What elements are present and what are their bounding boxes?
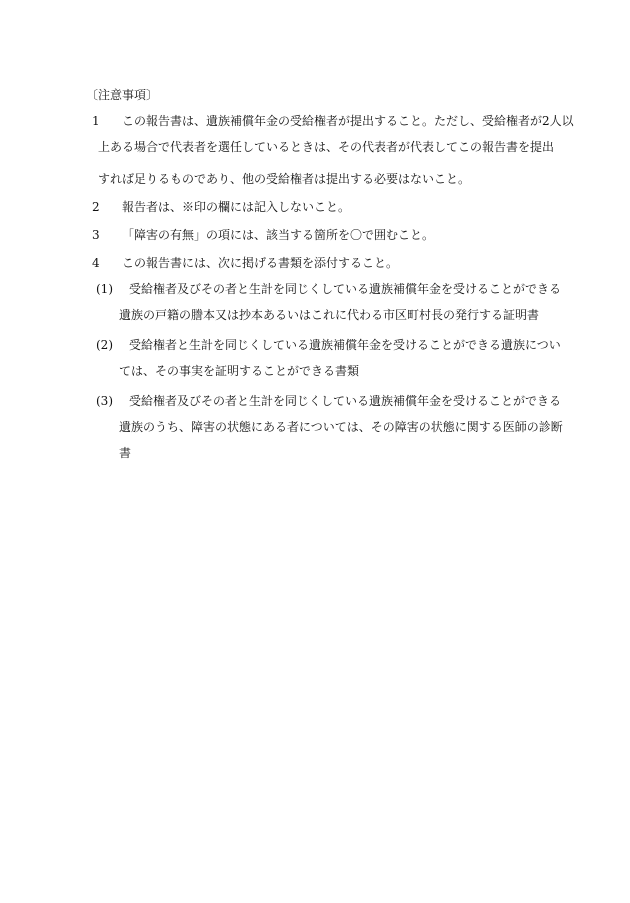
subitem-number: (1) xyxy=(96,282,113,296)
item-text: 「障害の有無」の項には、該当する箇所を〇で囲むこと。 xyxy=(122,228,435,242)
subitem-text: 受給権者及びその者と生計を同じくしている遺族補償年金を受けることができる xyxy=(129,394,562,408)
item-1-line-3: すれば足りるものであり、他の受給権者は提出する必要はないこと。 xyxy=(98,172,471,186)
item-1-line-1 xyxy=(92,113,574,129)
subitem-number: (2) xyxy=(96,338,113,352)
item-3 xyxy=(92,227,434,243)
item-2 xyxy=(92,199,350,215)
item-number: 2 xyxy=(92,200,100,214)
subitem-1-line-1 xyxy=(96,281,561,297)
subitem-text: 受給権者及びその者と生計を同じくしている遺族補償年金を受けることができる xyxy=(129,282,562,296)
subitem-text: 受給権者と生計を同じくしている遺族補償年金を受けることができる遺族につい xyxy=(129,338,561,352)
subitem-2-line-1 xyxy=(96,337,561,353)
item-4 xyxy=(92,255,398,271)
subitem-3-line-1 xyxy=(96,393,561,409)
subitem-3-line-2: 遺族のうち、障害の状態にある者については、その障害の状態に関する医師の診断 xyxy=(119,420,563,434)
item-number: 3 xyxy=(92,228,100,242)
item-number: 4 xyxy=(92,256,100,270)
notes-heading: 〔注意事項〕 xyxy=(86,88,159,102)
item-text: この報告書は、遺族補償年金の受給権者が提出すること。ただし、受給権者が2人以 xyxy=(122,114,574,128)
item-text: 報告者は、※印の欄には記入しないこと。 xyxy=(122,200,351,214)
subitem-3-line-3: 書 xyxy=(119,446,132,460)
item-number: 1 xyxy=(92,114,100,128)
subitem-2-line-2: ては、その事実を証明することができる書類 xyxy=(119,364,360,378)
subitem-1-line-2: 遺族の戸籍の謄本又は抄本あるいはこれに代わる市区町村長の発行する証明書 xyxy=(119,308,540,322)
subitem-number: (3) xyxy=(96,394,113,408)
item-text: この報告書には、次に掲げる書類を添付すること。 xyxy=(122,256,399,270)
item-1-line-2: 上ある場合で代表者を選任しているときは、その代表者が代表してこの報告書を提出 xyxy=(98,140,555,154)
